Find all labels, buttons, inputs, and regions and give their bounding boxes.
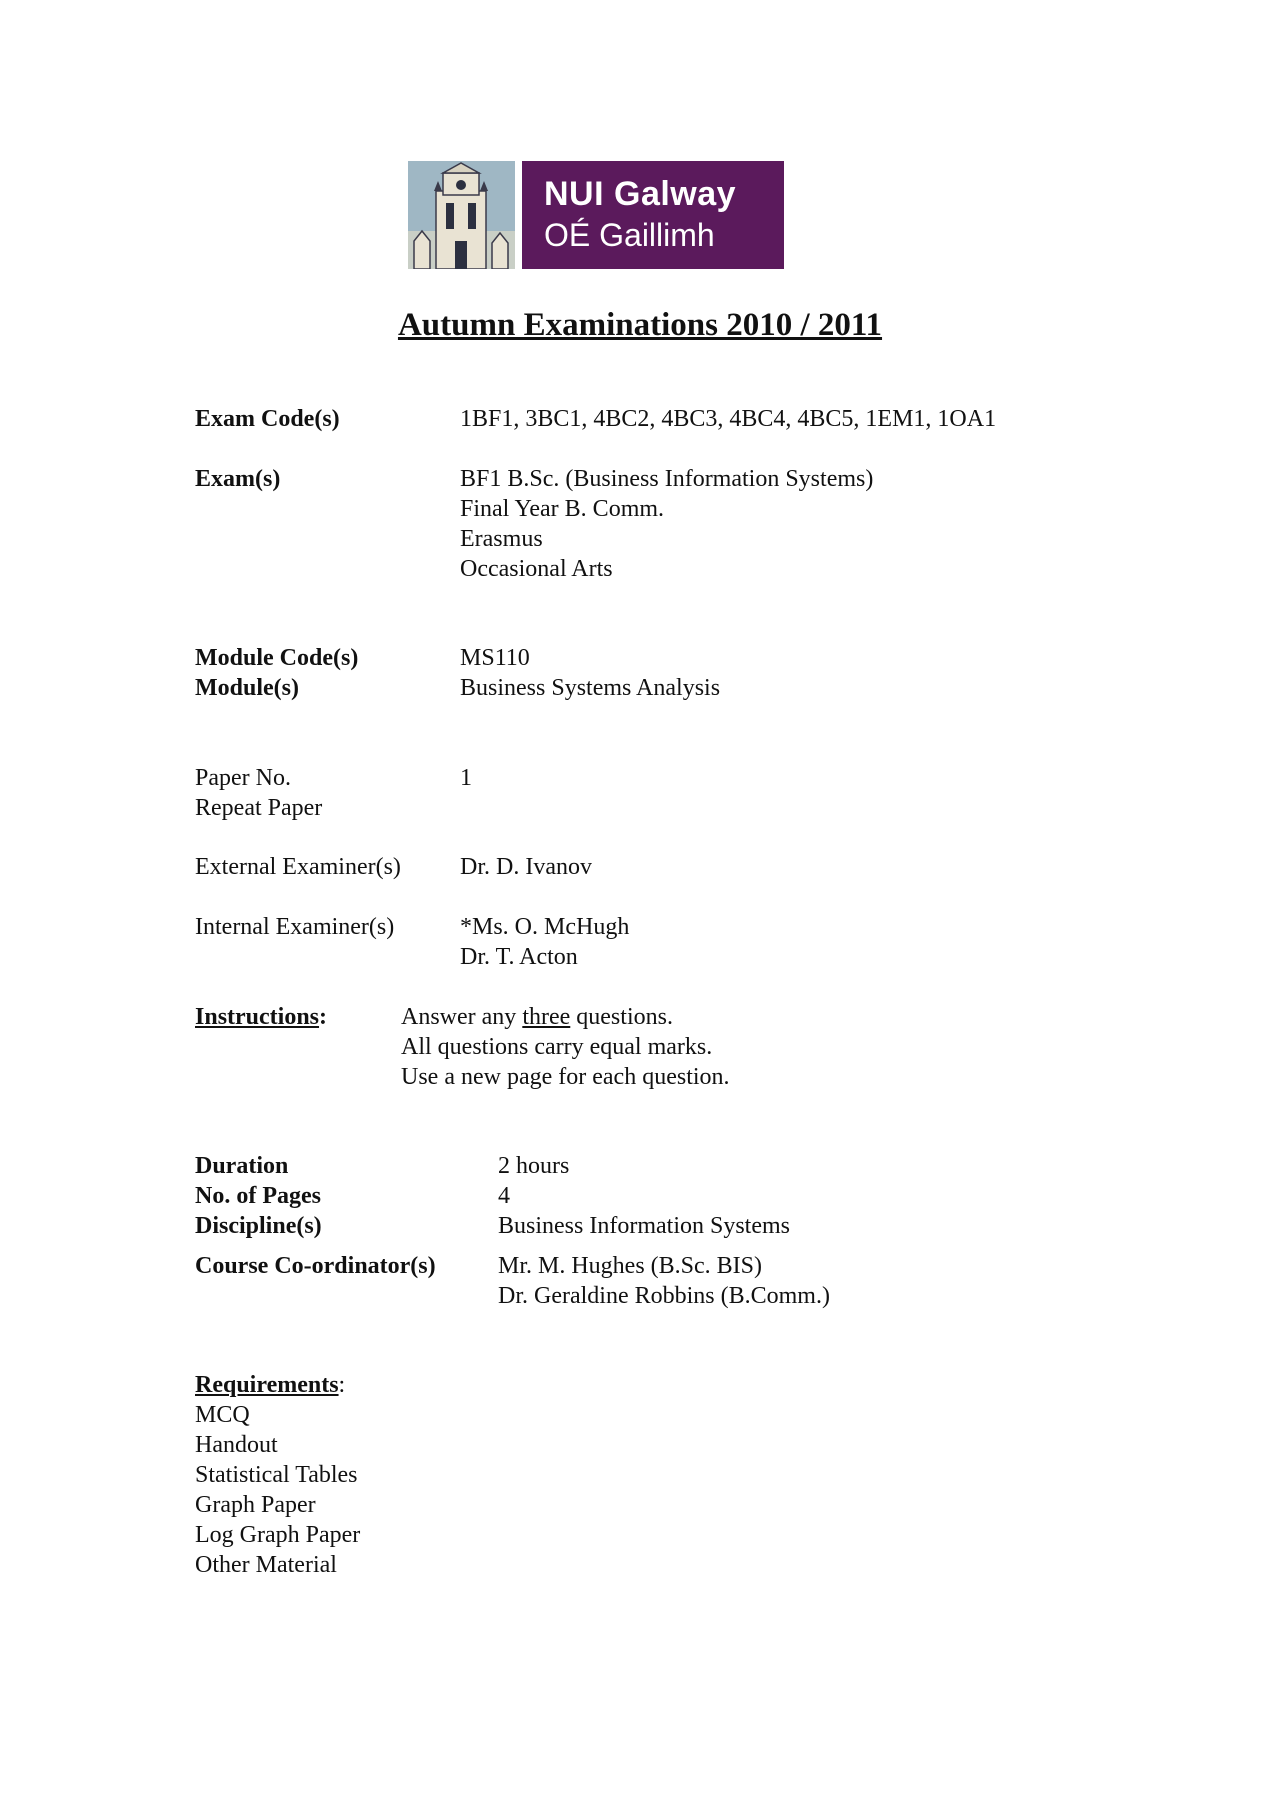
exam-item: Erasmus (460, 526, 543, 552)
instruction-line (401, 1002, 673, 1032)
exams-label: Exam(s) (195, 466, 281, 492)
exam-item: Occasional Arts (460, 556, 613, 582)
module-code-value: MS110 (460, 645, 530, 671)
exam-codes-label: Exam Code(s) (195, 406, 340, 432)
internal-examiner-value: *Ms. O. McHugh (460, 914, 630, 940)
requirement-item: Statistical Tables (195, 1462, 358, 1488)
clock-tower-icon (408, 161, 515, 269)
clock-tower-image (408, 161, 515, 269)
module-value: Business Systems Analysis (460, 675, 721, 701)
external-examiner-label: External Examiner(s) (195, 854, 401, 880)
university-logo (408, 161, 784, 269)
requirement-item: MCQ (195, 1402, 250, 1428)
repeat-paper-label: Repeat Paper (195, 795, 323, 821)
discipline-label: Discipline(s) (195, 1213, 322, 1239)
instruction-text: questions. (570, 1004, 673, 1030)
logo-wordmark (522, 161, 784, 269)
requirement-item: Log Graph Paper (195, 1522, 361, 1548)
requirements-label: Requirements (195, 1372, 339, 1398)
coordinator-value: Mr. M. Hughes (B.Sc. BIS) (498, 1253, 763, 1279)
exam-item: BF1 B.Sc. (Business Information Systems) (460, 466, 874, 492)
logo-line-irish: OÉ Gaillimh (544, 217, 715, 253)
exam-codes-value: 1BF1, 3BC1, 4BC2, 4BC3, 4BC4, 4BC5, 1EM1, 1OA1 (460, 406, 997, 432)
exam-item: Final Year B. Comm. (460, 496, 665, 522)
duration-label: Duration (195, 1153, 289, 1179)
instructions-colon: : (319, 1004, 328, 1030)
module-label: Module(s) (195, 675, 299, 701)
requirements-colon: : (338, 1372, 346, 1398)
pages-label: No. of Pages (195, 1183, 321, 1209)
internal-examiner-value: Dr. T. Acton (460, 944, 578, 970)
paper-no-label: Paper No. (195, 765, 291, 791)
module-code-label: Module Code(s) (195, 645, 359, 671)
instruction-emphasis: three (522, 1004, 571, 1030)
requirements-heading (195, 1370, 345, 1400)
requirement-item: Other Material (195, 1552, 337, 1578)
page-title: Autumn Examinations 2010 / 2011 (397, 307, 883, 343)
requirement-item: Handout (195, 1432, 278, 1458)
coordinator-label: Course Co-ordinator(s) (195, 1253, 436, 1279)
paper-no-value: 1 (460, 765, 472, 791)
coordinator-value: Dr. Geraldine Robbins (B.Comm.) (498, 1283, 830, 1309)
requirement-item: Graph Paper (195, 1492, 316, 1518)
discipline-value: Business Information Systems (498, 1213, 790, 1239)
instruction-line: Use a new page for each question. (401, 1064, 730, 1090)
external-examiner-value: Dr. D. Ivanov (460, 854, 592, 880)
internal-examiner-label: Internal Examiner(s) (195, 914, 395, 940)
instruction-line: All questions carry equal marks. (401, 1034, 713, 1060)
instruction-text: Answer any (401, 1004, 523, 1030)
pages-value: 4 (498, 1183, 510, 1209)
logo-line-english: NUI Galway (544, 175, 737, 213)
instructions-label: Instructions (195, 1004, 320, 1030)
instructions-heading (195, 1002, 327, 1032)
duration-value: 2 hours (498, 1153, 570, 1179)
